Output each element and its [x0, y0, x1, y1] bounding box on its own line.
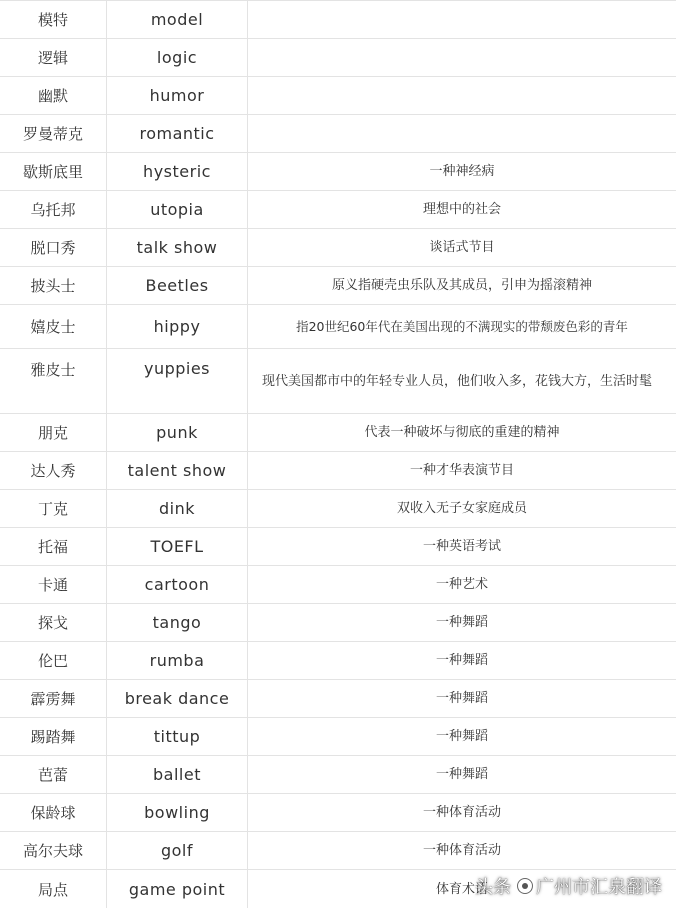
source-watermark: [475, 873, 662, 899]
table-row: [0, 528, 676, 566]
term-note: 一种艺术: [435, 577, 488, 592]
chinese-term: 高尔夫球: [0, 832, 107, 869]
chinese-term: 局点: [0, 870, 107, 908]
term-note: 体育术语: [435, 881, 488, 897]
chinese-term: 卡通: [0, 566, 107, 603]
chinese-term: 保龄球: [0, 794, 107, 831]
table-row: [0, 39, 676, 77]
chinese-term: 乌托邦: [0, 191, 107, 228]
english-term: Beetles: [107, 267, 248, 304]
term-note: 一种舞蹈: [435, 653, 488, 668]
english-term: dink: [107, 490, 248, 527]
english-term: cartoon: [107, 566, 248, 603]
english-term: ballet: [107, 756, 248, 793]
table-row: [0, 642, 676, 680]
english-term: logic: [107, 39, 248, 76]
term-note: 原义指硬壳虫乐队及其成员，引申为摇滚精神: [331, 278, 592, 293]
chinese-term: 披头士: [0, 267, 107, 304]
term-note: 一种神经病: [429, 164, 495, 179]
english-term: hysteric: [107, 153, 248, 190]
english-term: humor: [107, 77, 248, 114]
english-term: utopia: [107, 191, 248, 228]
term-note: [248, 77, 676, 114]
english-term: golf: [107, 832, 248, 869]
english-term: hippy: [107, 305, 248, 348]
table-row: [0, 452, 676, 490]
english-term: punk: [107, 414, 248, 451]
chinese-term: 朋克: [0, 414, 107, 451]
chinese-term: 霹雳舞: [0, 680, 107, 717]
table-row: [0, 191, 676, 229]
english-term: game point: [107, 870, 248, 908]
chinese-term: 踢踏舞: [0, 718, 107, 755]
table-row: [0, 153, 676, 191]
table-row: [0, 229, 676, 267]
term-note: 一种体育活动: [422, 843, 501, 858]
english-term: romantic: [107, 115, 248, 152]
chinese-term: 达人秀: [0, 452, 107, 489]
term-note: 代表一种破坏与彻底的重建的精神: [364, 425, 560, 440]
english-term: talent show: [107, 452, 248, 489]
chinese-term: 伦巴: [0, 642, 107, 679]
english-term: bowling: [107, 794, 248, 831]
watermark-brand: 头条: [475, 877, 511, 898]
table-row: [0, 490, 676, 528]
english-term: rumba: [107, 642, 248, 679]
term-note: [248, 1, 676, 38]
term-note: 一种英语考试: [422, 539, 501, 554]
chinese-term: 幽默: [0, 77, 107, 114]
term-note: [248, 115, 676, 152]
term-note: 一种舞蹈: [435, 767, 488, 782]
chinese-term: 丁克: [0, 490, 107, 527]
term-note: 一种才华表演节目: [409, 463, 514, 478]
table-row: [0, 305, 676, 349]
term-note: 一种舞蹈: [435, 691, 488, 706]
table-row: [0, 604, 676, 642]
table-row: [0, 77, 676, 115]
term-note: 双收入无子女家庭成员: [396, 501, 527, 516]
chinese-term: 嬉皮士: [0, 305, 107, 348]
term-note: 谈话式节目: [429, 240, 495, 255]
table-row: [0, 680, 676, 718]
chinese-term: 托福: [0, 528, 107, 565]
chinese-term: 雅皮士: [0, 349, 107, 413]
chinese-term: 逻辑: [0, 39, 107, 76]
chinese-term: 罗曼蒂克: [0, 115, 107, 152]
watermark-account: 广州市汇泉翻译: [536, 877, 662, 898]
term-note: [248, 39, 676, 76]
term-note: 一种体育活动: [422, 805, 501, 820]
term-note: 一种舞蹈: [435, 615, 488, 630]
table-row: [0, 115, 676, 153]
english-term: break dance: [107, 680, 248, 717]
english-term: TOEFL: [107, 528, 248, 565]
english-term: model: [107, 1, 248, 38]
term-note: 理想中的社会: [422, 202, 501, 217]
chinese-term: 脱口秀: [0, 229, 107, 266]
chinese-term: 模特: [0, 1, 107, 38]
chinese-term: 探戈: [0, 604, 107, 641]
table-row: [0, 566, 676, 604]
chinese-term: 歇斯底里: [0, 153, 107, 190]
term-note: 一种舞蹈: [435, 729, 488, 744]
table-row: [0, 1, 676, 39]
table-row: [0, 794, 676, 832]
table-row: [0, 832, 676, 870]
table-row: [0, 756, 676, 794]
table-row: [0, 718, 676, 756]
term-note: 现代美国都市中的年轻专业人员，他们收入多，花钱大方，生活时髦: [262, 373, 653, 389]
table-row: [0, 267, 676, 305]
english-term: tango: [107, 604, 248, 641]
table-row: [0, 414, 676, 452]
chinese-term: 芭蕾: [0, 756, 107, 793]
english-term: tittup: [107, 718, 248, 755]
table-row: [0, 349, 676, 414]
user-icon: [517, 878, 533, 894]
english-term: talk show: [107, 229, 248, 266]
term-note: 指20世纪60年代在美国出现的不满现实的带颓废色彩的青年: [296, 319, 628, 334]
english-term: yuppies: [107, 349, 248, 413]
